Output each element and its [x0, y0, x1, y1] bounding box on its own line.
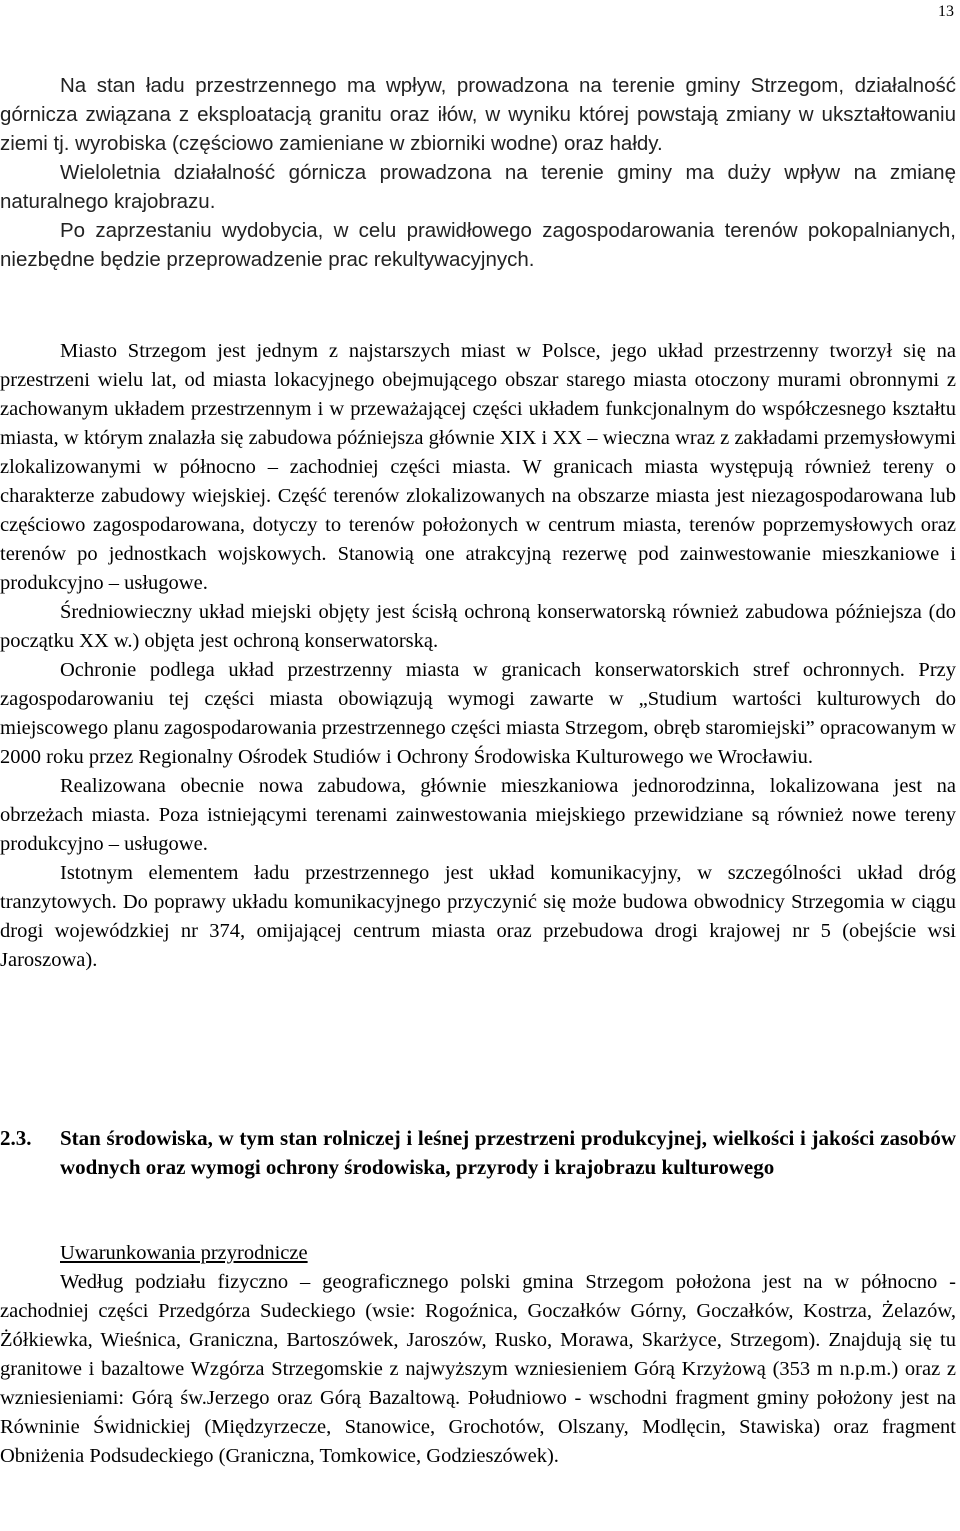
section-title: Stan środowiska, w tym stan rolniczej i leśnej przestrzeni produkcyjnej, wielkości i jakości zasobów wodnych oraz wymogi ochrony środowiska, przyrody i krajobrazu kulturowego — [60, 1126, 956, 1179]
page-number: 13 — [938, 3, 954, 20]
intro-text — [0, 71, 956, 274]
subheading — [0, 1239, 956, 1268]
section-paragraph: Według podziału fizyczno – geograficznego polski gmina Strzegom położona jest na w północno - zachodniej części Przedgórza Sudeckiego (wsie: Rogoźnica, Goczałków Górny, Goczałków, Kostrza, Żelazów, Żółkiewka, Wieśnica, Graniczna, Bartoszówek, Jaroszów, Rusko, Morawa, Skarżyce, Strzegom). Znajdują się tu granitowe i bazaltowe Wzgórza Strzegomskie z najwyższym wzniesieniem Górą Krzyżową (353 m n.p.m.) oraz z wzniesieniami: Górą św.Jerzego oraz Górą Bazaltową. Południowo - wschodni fragment gminy położony jest na Równinie Świdnickiej (Międzyrzecze, Stanowice, Grochotów, Olszany, Modlęcin, Stawiska) oraz fragment Obniżenia Podsudeckiego (Graniczna, Tomkowice, Godzieszówek). — [0, 1271, 956, 1467]
intro-paragraph-2: Wieloletnia działalność górnicza prowadzona na terenie gminy ma duży wpływ na zmianę naturalnego krajobrazu. — [0, 161, 956, 213]
section-heading — [0, 1124, 956, 1182]
body-paragraph-4: Realizowana obecnie nowa zabudowa, głównie mieszkaniowa jednorodzinna, lokalizowana jest na obrzeżach miasta. Poza istniejącymi terenami zainwestowania miejskiego przewidziane są również nowe tereny produkcyjno – usługowe. — [0, 775, 956, 855]
body-text — [0, 337, 956, 975]
subheading-text: Uwarunkowania przyrodnicze — [60, 1242, 308, 1264]
body-paragraph-3: Ochronie podlega układ przestrzenny miasta w granicach konserwatorskich stref ochronnych. Przy zagospodarowaniu tej części miasta obowiązują wymogi zawarte w „Studium wartości kulturowych do miejscowego planu zagospodarowania przestrzennego części miasta Strzegom, obręb staromiejski” opracowanym w 2000 roku przez Regionalny Ośrodek Studiów i Ochrony Środowiska Kulturowego we Wrocławiu. — [0, 659, 956, 768]
body-paragraph-5: Istotnym elementem ładu przestrzennego jest układ komunikacyjny, w szczególności układ dróg tranzytowych. Do poprawy układu komunikacyjnego przyczynić się może budowa obwodnicy Strzegomia w ciągu drogi wojewódzkiej nr 374, omijającej centrum miasta oraz przebudowa drogi krajowej nr 5 (obejście wsi Jaroszowa). — [0, 862, 956, 971]
body-paragraph-2: Średniowieczny układ miejski objęty jest ścisłą ochroną konserwatorską również zabudowa późniejsza (do początku XX w.) objęta jest ochroną konserwatorską. — [0, 601, 956, 652]
intro-paragraph-1: Na stan ładu przestrzennego ma wpływ, prowadzona na terenie gminy Strzegom, działalność górnicza związana z eksploatacją granitu oraz iłów, w wyniku której powstają zmiany w ukształtowaniu ziemi tj. wyrobiska (częściowo zamieniane w zbiorniki wodne) oraz hałdy. — [0, 74, 956, 155]
intro-paragraph-3: Po zaprzestaniu wydobycia, w celu prawidłowego zagospodarowania terenów pokopalnianych, niezbędne będzie przeprowadzenie prac rekultywacyjnych. — [0, 219, 956, 271]
section-body — [0, 1239, 956, 1471]
section-number: 2.3. — [0, 1126, 32, 1150]
body-paragraph-1: Miasto Strzegom jest jednym z najstarszych miast w Polsce, jego układ przestrzenny tworzył się na przestrzeni wielu lat, od miasta lokacyjnego obejmującego obszar starego miasta otoczony murami obronnymi z zachowanym układem przestrzennym i w przeważającej części układem funkcjonalnym do współczesnego kształtu miasta, w którym znalazła się zabudowa późniejsza głównie XIX i XX – wieczna wraz z zakładami przemysłowymi zlokalizowanymi w północno – zachodniej części miasta. W granicach miasta występują również tereny o charakterze zabudowy wiejskiej. Część terenów zlokalizowanych na obszarze miasta jest niezagospodarowana lub częściowo zagospodarowana, dotyczy to terenów położonych w centrum miasta, terenów poprzemysłowych oraz terenów po jednostkach wojskowych. Stanowią one atrakcyjną rezerwę pod zainwestowanie mieszkaniowe i produkcyjno – usługowe. — [0, 340, 956, 594]
